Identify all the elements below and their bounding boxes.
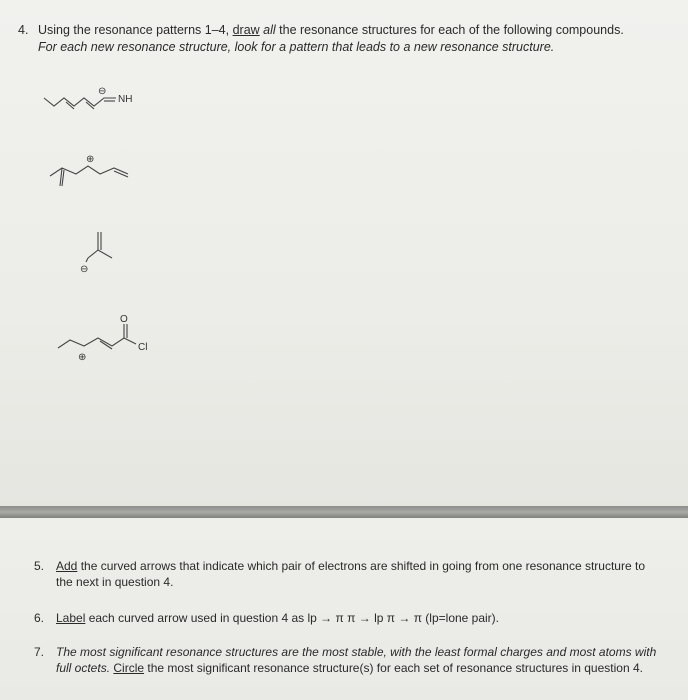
question-4 (18, 22, 678, 56)
structure-2-branch (60, 168, 62, 186)
question-7 (34, 644, 664, 676)
question-7-number: 7. (34, 645, 45, 659)
question-5-body: the curved arrows that indicate which pair of electrons are shifted in going from one resonance structure to the next in question 4. (56, 559, 645, 589)
structure-3-left-bond (88, 250, 98, 258)
question-6-number: 6. (34, 611, 45, 625)
question-4-line2: For each new resonance structure, look for a pattern that leads to a new resonance structure. (38, 40, 555, 54)
question-6-text (56, 610, 664, 626)
question-6 (34, 610, 664, 626)
question-7-body: the most significant resonance structure(s) for each set of resonance structures in question 4. (144, 661, 643, 675)
question-7-italic: The most significant resonance structures are the most stable, with the least formal charges and most atoms with full octets. (56, 645, 657, 675)
structure-2-branch-double (62, 170, 64, 186)
page-divider (0, 506, 688, 518)
question-4-line1-part-a: Using the resonance patterns 1–4, (38, 23, 233, 37)
structure-2 (48, 150, 148, 206)
structure-3 (76, 228, 126, 278)
question-4-all: all (263, 23, 276, 37)
question-5-text (56, 558, 664, 590)
draw-link[interactable]: draw (232, 23, 260, 37)
structure-4-charge: ⊕ (78, 352, 87, 363)
question-7-text (56, 644, 664, 676)
label-link[interactable]: Label (56, 611, 86, 625)
structure-4 (56, 310, 166, 366)
question-6-body: each curved arrow used in question 4 as lp → π π → lp π → π (lp=lone pair). (85, 611, 500, 625)
structure-1 (40, 84, 160, 116)
structure-4-skeleton (58, 338, 136, 348)
structure-3-carbanion-bond (86, 258, 88, 262)
structure-1-skeleton (44, 98, 116, 106)
question-5-number: 5. (34, 559, 45, 573)
structure-2-charge: ⊕ (86, 154, 95, 165)
structure-2-double-bond (114, 171, 128, 177)
structure-1-charge: ⊖ (98, 86, 107, 97)
add-link[interactable]: Add (56, 559, 78, 573)
structure-3-right-bond (98, 250, 112, 258)
question-5 (34, 558, 664, 590)
question-4-line1-part-c: the resonance structures for each of the following compounds. (275, 23, 624, 37)
question-4-number: 4. (18, 23, 29, 37)
structure-3-charge: ⊖ (80, 264, 89, 275)
structure-4-oxygen-label: O (120, 314, 128, 325)
structure-1-nh-label: NH (118, 94, 133, 105)
circle-link[interactable]: Circle (113, 661, 145, 675)
structure-4-chlorine-label: Cl (138, 342, 148, 353)
question-4-text (38, 22, 678, 56)
